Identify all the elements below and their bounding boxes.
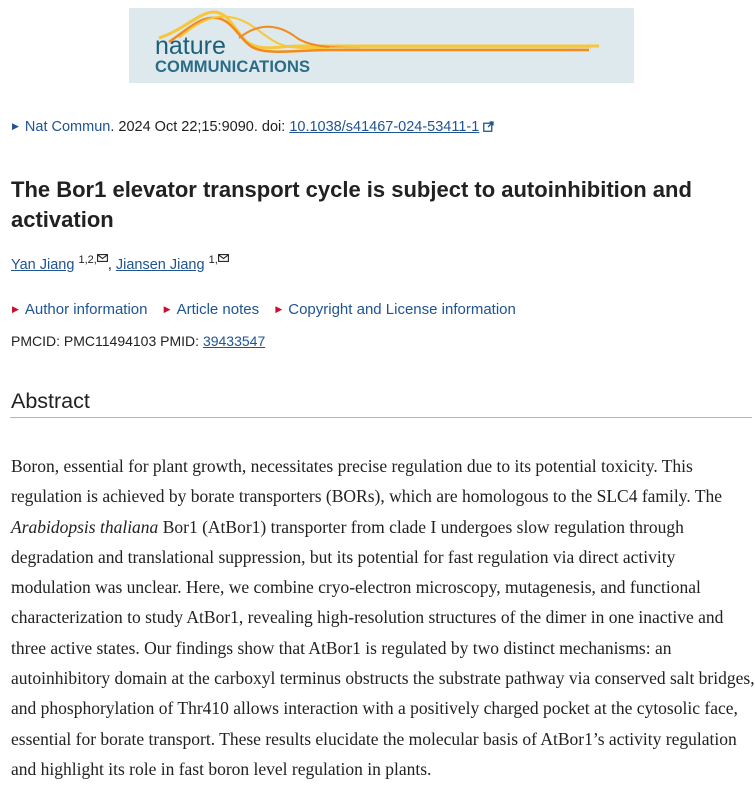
mail-icon[interactable] [97, 254, 108, 262]
author-affiliation-sup [209, 254, 229, 266]
author-affiliation-numbers: 1,2, [78, 254, 97, 266]
triangle-right-icon: ▶ [12, 121, 19, 131]
triangle-right-icon: ▶ [12, 304, 19, 314]
article-notes-label: Article notes [176, 301, 260, 318]
journal-logo [129, 8, 634, 83]
article-ids [11, 333, 265, 349]
author-link-jiansen-jiang[interactable]: Jiansen Jiang [115, 256, 205, 273]
abstract-paragraph [11, 451, 755, 784]
triangle-right-icon: ▶ [163, 304, 171, 314]
copyright-label: Copyright and License information [288, 301, 516, 318]
author-information-label: Author information [24, 301, 148, 318]
triangle-right-icon: ▶ [275, 304, 283, 314]
pmid-link[interactable]: 39433547 [202, 333, 266, 349]
abstract-heading: Abstract [11, 389, 90, 413]
author-list [11, 254, 229, 273]
citation-line [12, 119, 494, 135]
logo-word-nature: nature [155, 32, 226, 60]
species-name: Arabidopsis thaliana [11, 516, 159, 537]
doi-text: 10.1038/s41467-024-53411-1 [289, 119, 480, 135]
pmid-label: PMID: [160, 333, 203, 349]
abstract-text-part1: Boron, essential for plant growth, necessitates precise regulation due to its potential toxicity. This regulation is achieved by borate transporters (BORs), which are homologous to the SLC4 family. The [11, 456, 723, 507]
section-divider [10, 417, 752, 418]
logo-word-communications: COMMUNICATIONS [155, 58, 311, 76]
article-notes-toggle[interactable] [164, 301, 259, 318]
pmcid-label: PMCID: [11, 333, 64, 349]
journal-link[interactable]: Nat Commun [24, 119, 111, 135]
article-notes-bar [12, 301, 528, 318]
author-information-toggle[interactable] [12, 301, 148, 318]
author-affiliation-numbers: 1, [208, 254, 218, 266]
external-link-icon [483, 121, 494, 132]
doi-link[interactable] [289, 119, 494, 135]
author-link-yan-jiang[interactable]: Yan Jiang [11, 256, 75, 273]
pmcid-value: PMC11494103 [63, 333, 157, 349]
citation-details: . 2024 Oct 22;15:9090. doi: [110, 119, 290, 135]
article-title: The Bor1 elevator transport cycle is subject to autoinhibition and activation [11, 177, 692, 232]
mail-icon[interactable] [218, 254, 229, 262]
copyright-toggle[interactable] [275, 301, 516, 318]
author-affiliation-sup [78, 254, 107, 266]
author-separator: , [107, 256, 116, 273]
abstract-text-part2: Bor1 (AtBor1) transporter from clade I undergoes slow regulation through degradation and translational suppression, but its potential for fast regulation via direct activity modulation was unclear. Here, we combine cryo-electron microscopy, mutagenesis, and functional characterization to study AtBor1, revealing high-resolution structures of the dimer in one inactive and three active states. Our findings show that AtBor1 is regulated by two distinct mechanisms: an autoinhibitory domain at the carboxyl terminus obstructs the substrate pathway via conserved salt bridges, and phosphorylation of Thr410 allows interaction with a positively charged pocket at the cytosolic face, essential for borate transport. These results elucidate the molecular basis of AtBor1’s activity regulation and highlight its role in fast boron level regulation in plants. [11, 516, 755, 779]
